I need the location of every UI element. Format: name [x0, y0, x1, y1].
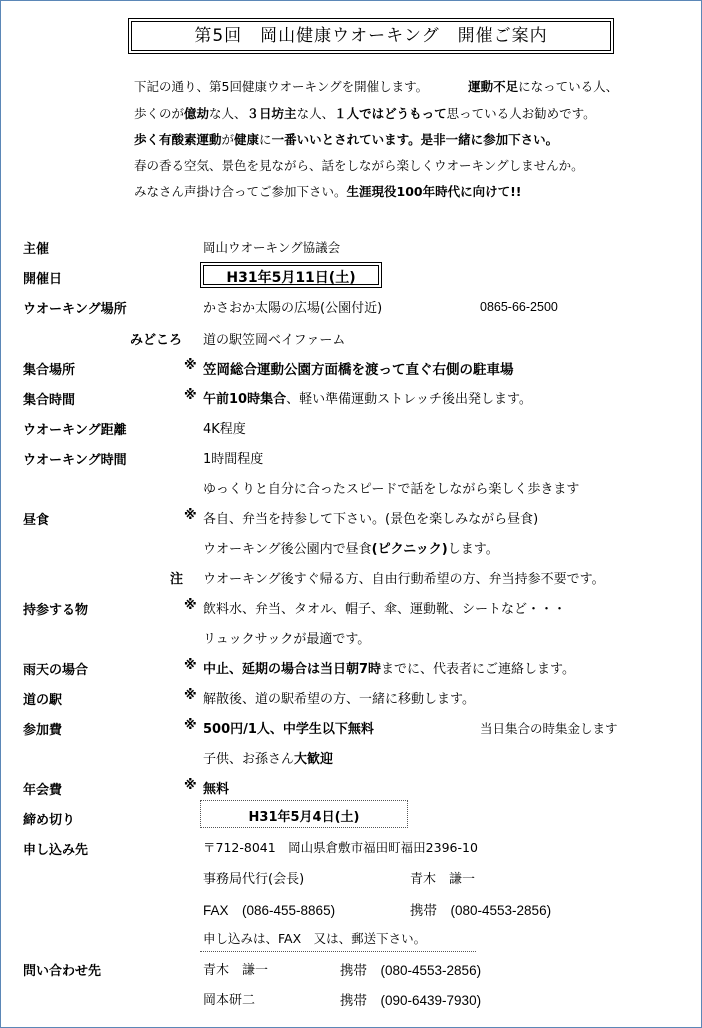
contact-phone-1: 携帯 (080-4553-2856)	[340, 963, 482, 978]
organizer-value: 岡山ウオーキング協議会	[203, 240, 341, 255]
lunch-value: 各自、弁当を持参して下さい。(景色を楽しみながら昼食)	[203, 512, 539, 527]
station-mark: ※	[184, 688, 197, 703]
annual-fee-label: 年会費	[23, 783, 63, 798]
date-value: H31年5月11日(土)	[226, 270, 356, 286]
fee-label: 参加費	[23, 723, 63, 738]
intro-line-4: 春の香る空気、景色を見ながら、話をしながら楽しくウオーキングしませんか。	[134, 158, 584, 173]
station-value: 解散後、道の駅希望の方、一緒に移動します。	[203, 692, 475, 707]
annual-fee-value: 無料	[203, 782, 230, 797]
deadline-label: 締め切り	[23, 813, 76, 828]
items-line-2: リュックサックが最適です。	[203, 632, 371, 647]
duration-label: ウオーキング時間	[23, 453, 127, 468]
intro-line-1: 下記の通り、第5回健康ウオーキングを開催します。 運動不足になっている人、	[134, 79, 619, 94]
fee-mark: ※	[184, 718, 197, 733]
organizer-label: 主催	[23, 242, 50, 257]
rain-label: 雨天の場合	[23, 663, 89, 678]
intro-line-3: 歩く有酸素運動が健康に一番いいとされています。是非一緒に参加下さい。	[134, 132, 559, 147]
contact-name-2: 岡本研二	[203, 993, 256, 1008]
apply-fax: FAX (086-455-8865)	[203, 903, 336, 918]
fee-value: 500円/1人、中学生以下無料	[203, 722, 374, 737]
duration-note: ゆっくりと自分に合ったスピードで話をしながら楽しく歩きます	[203, 482, 580, 497]
distance-value: 4K程度	[203, 422, 246, 437]
apply-label: 申し込み先	[23, 843, 89, 858]
intro-line-2: 歩くのが億劫な人、３日坊主な人、１人ではどうもって思っている人お勧めです。	[134, 106, 596, 121]
place-value: かさおか太陽の広場(公園付近)	[203, 301, 383, 316]
apply-office: 事務局代行(会長)	[203, 872, 305, 887]
contact-label: 問い合わせ先	[23, 964, 102, 979]
meeting-time-value: 午前10時集合、軽い準備運動ストレッチ後出発します。	[203, 392, 532, 407]
fee-line-2: 子供、お孫さん大歓迎	[203, 752, 334, 767]
duration-value: 1時間程度	[203, 452, 264, 467]
deadline-value: H31年5月4日(土)	[248, 810, 360, 825]
rain-mark: ※	[184, 658, 197, 673]
date-label: 開催日	[23, 272, 63, 287]
station-label: 道の駅	[23, 693, 63, 708]
fee-note: 当日集合の時集金します	[480, 721, 618, 736]
apply-address: 〒712-8041 岡山県倉敷市福田町福田2396-10	[203, 840, 478, 855]
page-title: 第5回 岡山健康ウオーキング 開催ご案内	[194, 26, 548, 46]
apply-method: 申し込みは、FAX 又は、郵送下さい。	[203, 931, 427, 946]
meeting-place-label: 集合場所	[23, 363, 76, 378]
apply-mobile: 携帯 (080-4553-2856)	[410, 903, 552, 918]
lunch-label: 昼食	[23, 513, 50, 528]
lunch-note-mark: 注	[170, 572, 184, 587]
items-label: 持参する物	[23, 603, 89, 618]
highlight-value: 道の駅笠岡ベイファーム	[203, 333, 346, 348]
highlight-label: みどころ	[130, 333, 183, 348]
meeting-time-label: 集合時間	[23, 393, 76, 408]
annual-fee-mark: ※	[184, 778, 197, 793]
place-label: ウオーキング場所	[23, 302, 127, 317]
apply-person: 青木 謙一	[410, 872, 476, 887]
rain-value: 中止、延期の場合は当日朝7時までに、代表者にご連絡します。	[203, 662, 576, 677]
items-mark: ※	[184, 598, 197, 613]
lunch-note: ウオーキング後すぐ帰る方、自由行動希望の方、弁当持参不要です。	[203, 572, 605, 587]
place-phone: 0865-66-2500	[480, 300, 558, 314]
meeting-place-value: 笠岡総合運動公園方面橋を渡って直ぐ右側の駐車場	[203, 362, 514, 378]
meeting-place-mark: ※	[184, 358, 197, 373]
apply-divider	[200, 951, 476, 952]
distance-label: ウオーキング距離	[23, 423, 127, 438]
lunch-mark: ※	[184, 508, 197, 523]
lunch-line-2: ウオーキング後公園内で昼食(ピクニック)します。	[203, 542, 499, 557]
meeting-time-mark: ※	[184, 388, 197, 403]
contact-phone-2: 携帯 (090-6439-7930)	[340, 993, 482, 1008]
intro-line-5: みなさん声掛け合ってご参加下さい。生涯現役100年時代に向けて!!	[134, 184, 522, 199]
items-value: 飲料水、弁当、タオル、帽子、傘、運動靴、シートなど・・・	[203, 602, 566, 617]
contact-name-1: 青木 謙一	[203, 963, 269, 978]
